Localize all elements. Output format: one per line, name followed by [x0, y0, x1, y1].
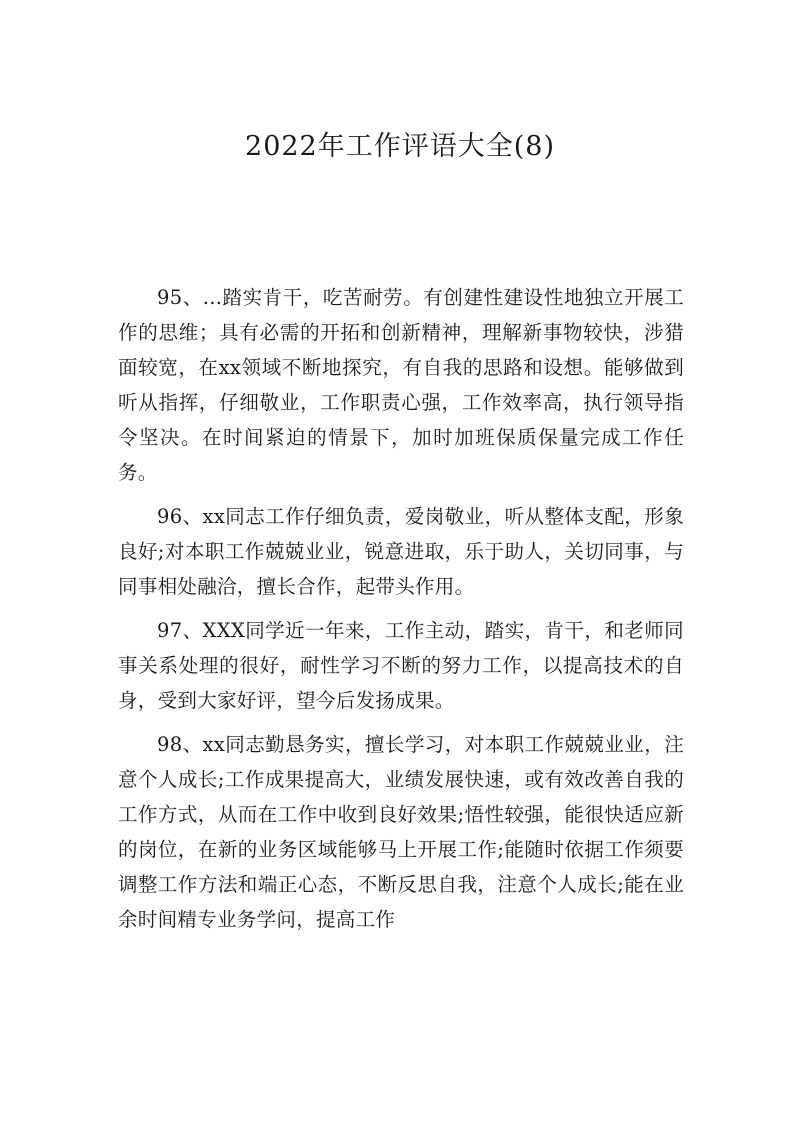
paragraph-95: 95、...踏实肯干，吃苦耐劳。有创建性建设性地独立开展工作的思维；具有必需的开拓和创新精神，理解新事物较快，涉猎面较宽，在xx领域不断地探究，有自我的思路和设想。能够做到听从指挥，仔细敬业，工作职责心强，工作效率高，执行领导指令坚决。在时间紧迫的情景下，加时加班保质保量完成工作任务。 [118, 286, 684, 484]
paragraph-96: 96、xx同志工作仔细负责，爱岗敬业，听从整体支配，形象良好;对本职工作兢兢业业，锐意进取，乐于助人，关切同事，与同事相处融洽，擅长合作，起带头作用。 [118, 505, 684, 598]
paragraph-98: 98、xx同志勤恳务实，擅长学习，对本职工作兢兢业业，注意个人成长;工作成果提高大，业绩发展快速，或有效改善自我的工作方式，从而在工作中收到良好效果;悟性较强，能很快适应新的岗位，在新的业务区域能够马上开展工作;能随时依据工作须要调整工作方法和端正心态，不断反思自我，注意个人成长;能在业余时间精专业务学问，提高工作 [118, 733, 684, 931]
document-body [118, 280, 684, 946]
document-title: 2022年工作评语大全(8) [245, 131, 555, 162]
paragraph-97: 97、XXX同学近一年来，工作主动，踏实，肯干，和老师同事关系处理的很好，耐性学习不断的努力工作，以提高技术的自身，受到大家好评，望今后发扬成果。 [118, 619, 684, 712]
